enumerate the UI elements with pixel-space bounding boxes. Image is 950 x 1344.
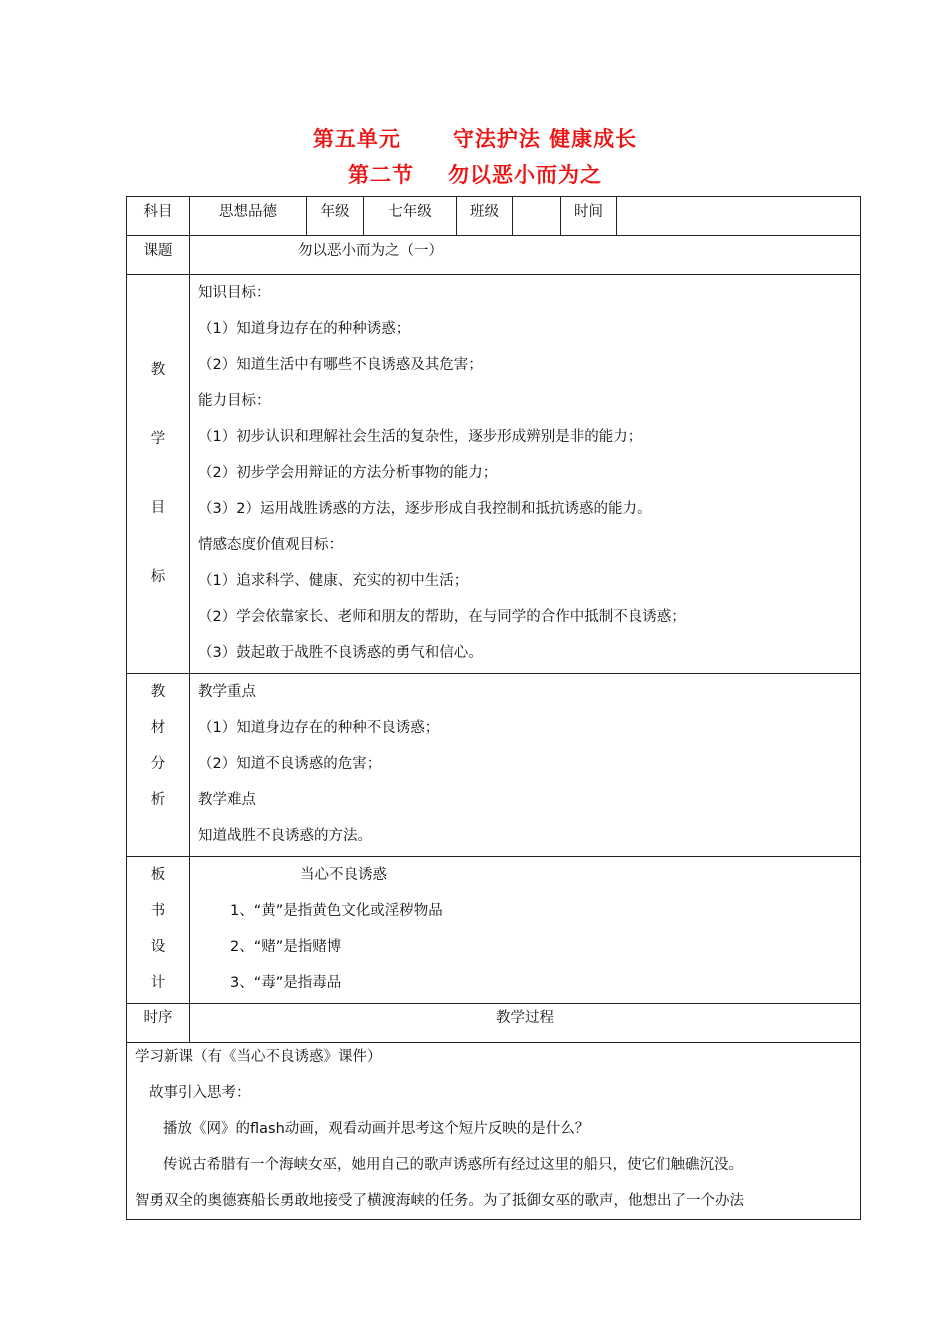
analysis-content [190,674,861,857]
process-body-row [127,1043,861,1220]
objectives-line: （2）知道生活中有哪些不良诱惑及其危害； [198,357,483,373]
objectives-line: （1）知道身边存在的种种诱惑； [198,321,411,337]
header-row [127,197,861,236]
objectives-line: 能力目标： [198,393,271,409]
analysis-line: 教学重点 [198,684,256,700]
board-item: 1、“黄”是指黄色文化或淫秽物品 [230,903,443,919]
process-line: 播放《网》的flash动画，观看动画并思考这个短片反映的是什么？ [163,1121,590,1137]
unit-title [0,123,950,153]
objectives-label-char: 标 [150,569,166,585]
board-label-char: 计 [150,975,166,991]
section-title-number: 第二节 [348,162,414,187]
analysis-label-char: 教 [150,684,166,700]
topic-label: 课题 [127,236,190,275]
process-label: 时序 [127,1004,190,1043]
objectives-line: （3）鼓起敢于战胜不良诱惑的勇气和信心。 [198,645,483,661]
analysis-line: （1）知道身边存在的种种不良诱惑； [198,720,440,736]
analysis-line: 知道战胜不良诱惑的方法。 [198,828,372,844]
process-line: 智勇双全的奥德赛船长勇敢地接受了横渡海峡的任务。为了抵御女巫的歌声，他想出了一个办法 [135,1193,744,1209]
objectives-line: 情感态度价值观目标： [198,537,343,553]
objectives-line: （2）学会依靠家长、老师和朋友的帮助，在与同学的合作中抵制不良诱惑； [198,609,686,625]
objectives-label-char: 目 [150,500,166,516]
class-value [513,197,561,236]
objectives-label [127,275,190,674]
analysis-label [127,674,190,857]
process-body [127,1043,861,1220]
board-label-char: 设 [150,939,166,955]
lesson-plan-table [126,196,861,1220]
analysis-line: （2）知道不良诱惑的危害； [198,756,382,772]
board-item: 2、“赌”是指赌博 [230,939,342,955]
time-label: 时间 [561,197,617,236]
objectives-content [190,275,861,674]
unit-title-number: 第五单元 [312,126,401,151]
board-row [127,857,861,1004]
objectives-line: 知识目标： [198,285,271,301]
section-title [0,159,950,189]
analysis-label-char: 析 [150,792,166,808]
objectives-row [127,275,861,674]
topic-row [127,236,861,275]
subject-label: 科目 [127,197,190,236]
board-heading: 当心不良诱惑 [300,867,387,883]
objectives-line: （2）初步学会用辩证的方法分析事物的能力； [198,465,498,481]
board-label [127,857,190,1004]
class-label: 班级 [457,197,513,236]
process-line: 故事引入思考： [149,1085,251,1101]
grade-value: 七年级 [364,197,457,236]
objectives-line: （1）追求科学、健康、充实的初中生活； [198,573,469,589]
analysis-label-char: 材 [150,720,166,736]
analysis-line: 教学难点 [198,792,256,808]
objectives-line: （3）2）运用战胜诱惑的方法，逐步形成自我控制和抵抗诱惑的能力。 [198,501,652,517]
board-label-char: 书 [150,903,166,919]
board-item: 3、“毒”是指毒品 [230,975,342,991]
objectives-label-char: 学 [150,431,166,447]
board-content [190,857,861,1004]
board-label-char: 板 [150,867,166,883]
process-line: 传说古希腊有一个海峡女巫，她用自己的歌声诱惑所有经过这里的船只，使它们触礁沉没。 [163,1157,743,1173]
objectives-line: （1）初步认识和理解社会生活的复杂性，逐步形成辨别是非的能力； [198,429,643,445]
time-value [617,197,861,236]
section-title-name: 勿以恶小而为之 [448,162,602,187]
objectives-label-char: 教 [150,362,166,378]
grade-label: 年级 [307,197,364,236]
process-line: 学习新课（有《当心不良诱惑》课件） [135,1049,382,1065]
process-value: 教学过程 [190,1004,861,1043]
analysis-row [127,674,861,857]
process-header-row [127,1004,861,1043]
analysis-label-char: 分 [150,756,166,772]
subject-value: 思想品德 [190,197,307,236]
topic-value: 勿以恶小而为之（一） [190,236,861,275]
unit-title-name: 守法护法 健康成长 [452,126,638,151]
